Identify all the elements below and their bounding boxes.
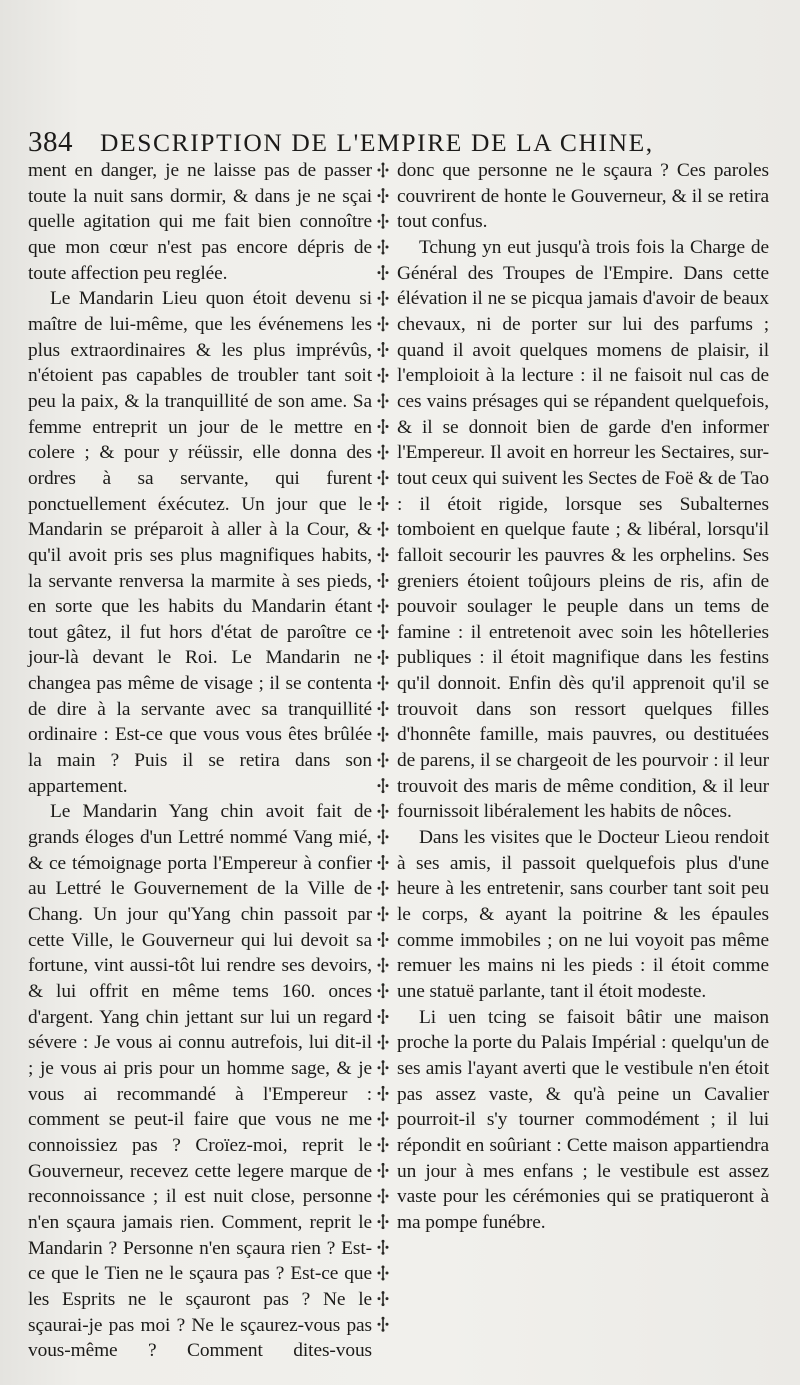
- dagger-ornament: [378, 1214, 389, 1229]
- dagger-ornament: [378, 1137, 389, 1152]
- running-title: DESCRIPTION DE L'EMPIRE DE LA CHINE,: [100, 128, 654, 157]
- dagger-ornament: [378, 1265, 389, 1280]
- dagger-ornament: [378, 239, 389, 254]
- dagger-ornament: [378, 650, 389, 665]
- dagger-ornament: [378, 855, 389, 870]
- dagger-ornament: [378, 573, 389, 588]
- dagger-ornament: [378, 316, 389, 331]
- dagger-ornament: [378, 829, 389, 844]
- dagger-ornament: [378, 906, 389, 921]
- page-number: 384: [28, 126, 73, 158]
- dagger-ornament: [378, 1035, 389, 1050]
- dagger-ornament: [378, 701, 389, 716]
- dagger-ornament: [378, 932, 389, 947]
- dagger-ornament: [378, 342, 389, 357]
- column-divider-ornament: [376, 162, 390, 1357]
- dagger-ornament: [378, 881, 389, 896]
- dagger-ornament: [378, 1009, 389, 1024]
- dagger-ornament: [378, 265, 389, 280]
- dagger-ornament: [378, 1240, 389, 1255]
- dagger-ornament: [378, 676, 389, 691]
- dagger-ornament-column: [376, 162, 390, 1357]
- dagger-ornament: [378, 393, 389, 408]
- dagger-ornament: [378, 1086, 389, 1101]
- dagger-ornament: [378, 1112, 389, 1127]
- dagger-ornament: [378, 624, 389, 639]
- dagger-ornament: [378, 522, 389, 537]
- dagger-ornament: [378, 445, 389, 460]
- dagger-ornament: [378, 188, 389, 203]
- dagger-ornament: [378, 958, 389, 973]
- paragraph: Le Mandarin Yang chin avoit fait de grands éloges d'un Lettré nommé Vang mié, & ce témoignage porta l'Empereur à confier au Lettré le Gouvernement de la Ville de Chang. Un jour qu'Yang chin passoit par cette Ville, le Gouverneur qui lui devoit sa fortune, vint aussi-tôt lui rendre ses devoirs, & lui offrit en même tems 160. onces d'argent. Yang chin jettant sur lui un regard sévere : Je vous ai connu autrefois, lui dit-il ; je vous ai pris pour un homme sage, & je vous ai recommandé à l'Empereur : comment se peut-il faire que vous ne me connoissiez pas ? Croïez-moi, reprit le Gouverneur, recevez cette legere marque de reconnoissance ; il est nuit close, personne n'en sçaura jamais rien. Comment, reprit le Mandarin ? Personne n'en sçaura rien ? Est-ce que le Tien ne le sçaura pas ? Est-ce que les Esprits ne le sçauront pas ? Ne le sçaurai-je pas moi ? Ne le sçaurez-vous pas vous-même ? Comment dites-vous: [28, 801, 372, 1362]
- dagger-ornament: [378, 470, 389, 485]
- dagger-ornament: [378, 368, 389, 383]
- paragraph: Li uen tcing se faisoit bâtir une maison proche la porte du Palais Impérial : quelqu'un de ses amis l'ayant averti que le vestibule n'en étoit pas assez vaste, & qu'à peine un Cavalier pourroit-il s'y tourner commodément ; il lui répondit en soûriant : Cette maison appartiendra un jour à mes enfans ; le vestibule est assez vaste pour les cérémonies qui se pratiqueront à ma pompe funébre.: [397, 1006, 769, 1233]
- dagger-ornament: [378, 1163, 389, 1178]
- paragraph: Dans les visites que le Docteur Lieou rendoit à ses amis, il passoit quelquefois plus d'une heure à les entretenir, sans courber tant soit peu le corps, & ayant la poitrine & les épaules comme immobiles ; on ne lui voyoit pas même remuer les mains ni les pieds : il étoit comme une statuë parlante, tant il étoit modeste.: [397, 827, 769, 1002]
- dagger-ornament: [378, 496, 389, 511]
- dagger-ornament: [378, 547, 389, 562]
- right-column: [397, 158, 769, 1236]
- paragraph: Tchung yn eut jusqu'à trois fois la Charge de Général des Troupes de l'Empire. Dans cette élévation il ne se picqua jamais d'avoir de beaux chevaux, ni de porter sur lui des parfums ; quand il avoit quelques momens de plaisir, il l'emploioit à la lecture : il ne faisoit nul cas de ces vains présages qui se répandent quelquefois, & il se donnoit bien de garde d'en informer l'Empereur. Il avoit en horreur les Sectaires, sur-tout ceux qui suivent les Sectes de Foë & de Tao : il étoit rigide, lorsque ses Subalternes tomboient en quelque faute ; & libéral, lorsqu'il falloit secourir les pauvres & les orphelins. Ses greniers étoient toûjours pleins de ris, afin de pouvoir soulager le peuple dans un tems de famine : il entretenoit avec soin les hôtelleries publiques : il étoit magnifique dans les festins qu'il donnoit. Enfin dès qu'il apprenoit qu'il se trouvoit dans son ressort quelques filles d'honnête famille, mais pauvres, ou destituées de parens, il se chargeoit de les pourvoir : il leur trouvoit des maris de même condition, & il leur fournissoit libéralement les habits de nôces.: [397, 236, 769, 823]
- dagger-ornament: [378, 214, 389, 229]
- dagger-ornament: [378, 1189, 389, 1204]
- dagger-ornament: [378, 752, 389, 767]
- dagger-ornament: [378, 983, 389, 998]
- paragraph: Le Mandarin Lieu quon étoit devenu si maître de lui-même, que les événemens les plus extraordinaires & les plus imprévûs, n'étoient pas capables de troubler tant soit peu la paix, & la tranquillité de son ame. Sa femme entreprit un jour de le mettre en colere ; & pour y réüssir, elle donna des ordres à sa servante, qui furent ponctuellement éxécutez. Un jour que le Mandarin se préparoit à aller à la Cour, & qu'il avoit pris ses plus magnifiques habits, la servante renversa la marmite à ses pieds, en sorte que les habits du Mandarin étant tout gâtez, il fut hors d'état de paroître ce jour-là devant le Roi. Le Mandarin ne changea pas même de visage ; il se contenta de dire à la servante avec sa tranquillité ordinaire : Est-ce que vous vous êtes brûlée la main ? Puis il se retira dans son appartement.: [28, 288, 372, 797]
- dagger-ornament: [378, 1317, 389, 1332]
- dagger-ornament: [378, 419, 389, 434]
- dagger-ornament: [378, 599, 389, 614]
- paragraph: donc que personne ne le sçaura ? Ces paroles couvrirent de honte le Gouverneur, & il se retira tout confus.: [397, 160, 769, 233]
- dagger-ornament: [378, 804, 389, 819]
- left-column: [28, 158, 372, 1364]
- dagger-ornament: [378, 1060, 389, 1075]
- dagger-ornament: [378, 778, 389, 793]
- paragraph: ment en danger, je ne laisse pas de passer toute la nuit sans dormir, & dans je ne sçai quelle agitation qui me fait bien connoître que mon cœur n'est pas encore dépris de toute affection peu reglée.: [28, 160, 372, 284]
- dagger-ornament: [378, 163, 389, 178]
- dagger-ornament: [378, 291, 389, 306]
- dagger-ornament: [378, 1291, 389, 1306]
- dagger-ornament: [378, 727, 389, 742]
